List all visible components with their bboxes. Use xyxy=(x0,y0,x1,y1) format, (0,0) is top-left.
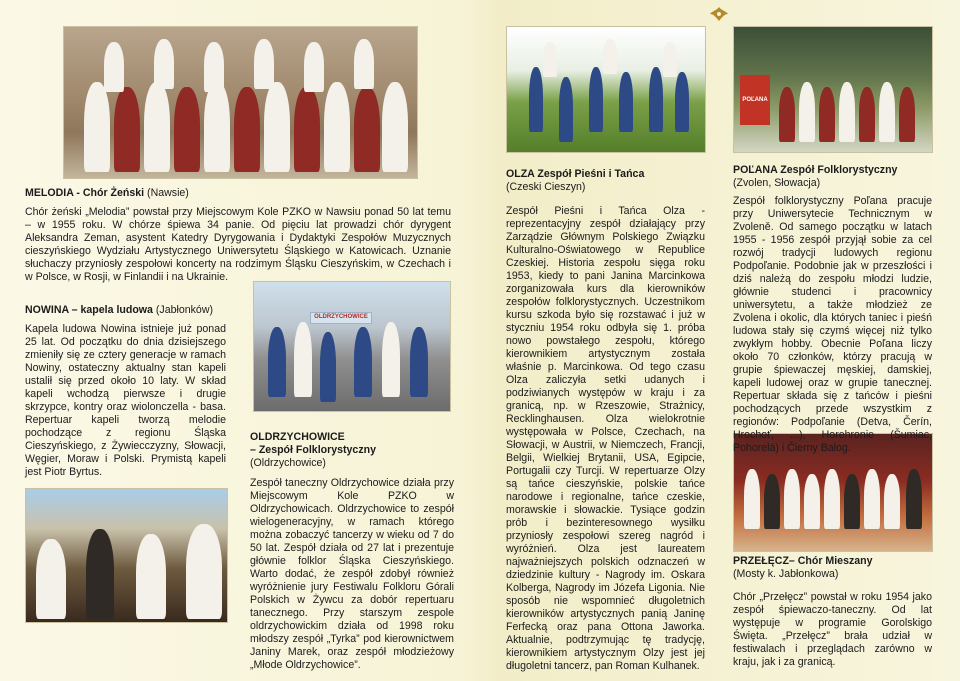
oldrzychowice-sign: OLDRZYCHOWICE xyxy=(310,312,372,324)
olza-title: OLZA Zespół Pieśni i Tańca xyxy=(506,168,645,180)
olza-subtitle: (Czeski Cieszyn) xyxy=(506,181,586,193)
polana-title: POĽANA Zespół Folklorystyczny xyxy=(733,164,898,176)
przelecz-subtitle: (Mosty k. Jabłonkowa) xyxy=(733,568,839,580)
melodia-subtitle: (Nawsie) xyxy=(147,187,189,199)
oldrzychowice-subtitle: (Oldrzychowice) xyxy=(250,457,326,469)
polana-subtitle: (Zvolen, Słowacja) xyxy=(733,177,821,189)
olza-dancers-photo xyxy=(506,26,706,153)
olza-text: Zespół Pieśni i Tańca Olza - reprezentacyjny zespół działający przy Zarządzie Głównym Polskiego Związku Kulturalno-Oświatowego w Republice Czeskiej. Historia zespołu sięga roku 1953, kiedy to pani Janina Marcinkowa zorganizowała kurs dla kierowników zespołów folklorystycznych. Uczestnikom kursu szkoda było się rozstawać i już w styczniu 1954 roku odbyła się 1. próba nowo powstałego zespołu, którego kierownikiem artystycznym została właśnie p. Marcinkowa. Od tego czasu Olza zaliczyła setki udanych i podziwianych występów w kraju i za granicą, np. w Rzeszowie, Strażnicy, Recklinghausen. Olza wielokrotnie występowała w Polsce, Czechach, na Słowacji, w Austrii, w Niemczech, Francji, Belgii, Wielkiej Brytanii, USA, Egipcie, Portugalii czy Turcji. W repertuarze Olzy są tańce cieszyńskie, polskie tańce narodowe i regionalne, tańce czeskie, morawskie i słowackie. Tysiące godzin prób i bezinteresownego wysiłku przyniosły zespołowi szereg nagród i wyróżnień. Olza jest laureatem najważniejszych polskich odznaczeń w dziedzinie kultury - Nagrody im. Oskara Kolberga, Nagrody im Józefa Ligonia. Nie sposób nie wspomnieć długoletnich kierowników artystycznych panią Janinę Ferfecką oraz pana Ottona Jaworka. Aktualnie, podtrzymując tę tradycję, kierownikiem artystycznym Olzy jest jej długoletni tancerz, pan Roman Kulhanek. xyxy=(506,205,705,672)
melodia-text: Chór żeński „Melodia” powstał przy Miejscowym Kole PZKO w Nawsiu ponad 50 lat temu – w 1955 roku. W chórze śpiewa 34 panie. Od pięciu lat prowadzi chór dyrygent Aleksandra Zeman, asystent Katedry Dyrygowania i Dydaktyki Zespołów Muzycznych cieszyńskiego Wydziału Artystycznego Uniwersytetu Śląskiego w Katowicach. Uznanie słuchaczy przyniosły zespołowi koncerty na rodzimym Śląsku Cieszyńskim, w Czechach i w Polsce, w Rosji, w Finlandii i na Ukrainie. xyxy=(25,206,451,283)
oldrzychowice-title-line2: – Zespół Folklorystyczny xyxy=(250,444,376,456)
nowina-text: Kapela ludowa Nowina istnieje już ponad 25 lat. Od początku do dnia dzisiejszego zmieniły się ze cztery generacje w ramach Nowiny, ostateczny aktualny stan kapeli ustalił się przed około 10 laty. W skład kapeli wchodzą pierwsze i drugie skrzypce, kontry oraz wiolonczella - basa. Repertuar kapeli tworzą melodie pochodzące z regionu Śląska Cieszyńskiego, z Żywiecczyzny, Słowacji, Węgier, Moraw i Polski. Prymistą kapeli jest Piotr Byrtus. xyxy=(25,323,226,478)
oldrzychowice-heading xyxy=(250,431,455,470)
nowina-title: NOWINA – kapela ludowa xyxy=(25,304,153,316)
oldrzychowice-parade-photo xyxy=(253,281,451,412)
oldrzychowice-text: Zespół taneczny Oldrzychowice działa przy Miejscowym Kole PZKO w Oldrzychowicach. Oldrzychowice to zespół wielogeneracyjny, w ramach którego można zobaczyć tancerzy w wieku od 7 do 50 lat. Zespół działa od 27 lat i prezentuje głównie folklor Śląska Cieszyńskiego. Warto dodać, że zespół zdobył również wyróżnienie jury Festiwalu Folkloru Górali Polskich w Żywcu za dobór repertuaru tanecznego. Przy starszym zespole oldrzychowickim działa od 1998 roku młodszy zespół „Tyrka” pod kierownictwem Janiny Marek, oraz zespół młodzieżowy „Młode Oldrzychowice”. xyxy=(250,477,454,671)
nowina-heading xyxy=(25,304,250,317)
polana-banner: POĽANA xyxy=(740,75,770,125)
przelecz-title: PRZEŁĘCZ– Chór Mieszany xyxy=(733,555,873,567)
przelecz-heading xyxy=(733,555,938,581)
oldrzychowice-title-line1: OLDRZYCHOWICE xyxy=(250,431,345,443)
polana-heading xyxy=(733,164,938,190)
polana-text: Zespół folklorystyczny Poľana pracuje przy Uniwersytecie Technicznym w Zvoleně. Od samego początku w latach 1955 - 1956 zespół przyjął sobie za cel rozwój tradycji ludowych regionu Podpoľanie. Podobnie jak w przeszłości i dziś należą do zespołu młodzi ludzie, głównie studenci i pracownicy uniwersytetu, a także młodzież ze Zvolena i okolic, dla których taniec i pieśń ludowa stały się czymś więcej niż tylko zwykłym hobby. Obecnie Poľana liczy około 70 członków, którzy pracują w grupie śpiewaczej męskiej, damskiej, kapeli ludowej oraz w grupie tanecznej. Repertuar składa się z tańców i pieśni pochodzących przede wszystkim z regionów: Podpoľanie (Detva, Čerín, Hrochoť, ...), Horehronie (Šumiac, Pohorelá) i Čierny Balog. xyxy=(733,195,932,454)
melodia-heading xyxy=(25,187,425,200)
ornament-icon xyxy=(708,5,730,23)
melodia-title: MELODIA - Chór Żeński xyxy=(25,187,145,199)
nowina-subtitle: (Jabłonków) xyxy=(155,304,214,316)
olza-heading xyxy=(506,168,716,194)
nowina-band-photo xyxy=(25,488,228,623)
przelecz-text: Chór „Przełęcz” powstał w roku 1954 jako zespół śpiewaczo-taneczny. Od lat występuje w programie Gorolskigo Święta. „Przełęcz” brała udział w festiwalach i przeglądach zarówno w kraju, jak i za granicą. xyxy=(733,591,932,668)
melodia-choir-photo xyxy=(63,26,418,179)
polana-group-photo xyxy=(733,26,933,153)
